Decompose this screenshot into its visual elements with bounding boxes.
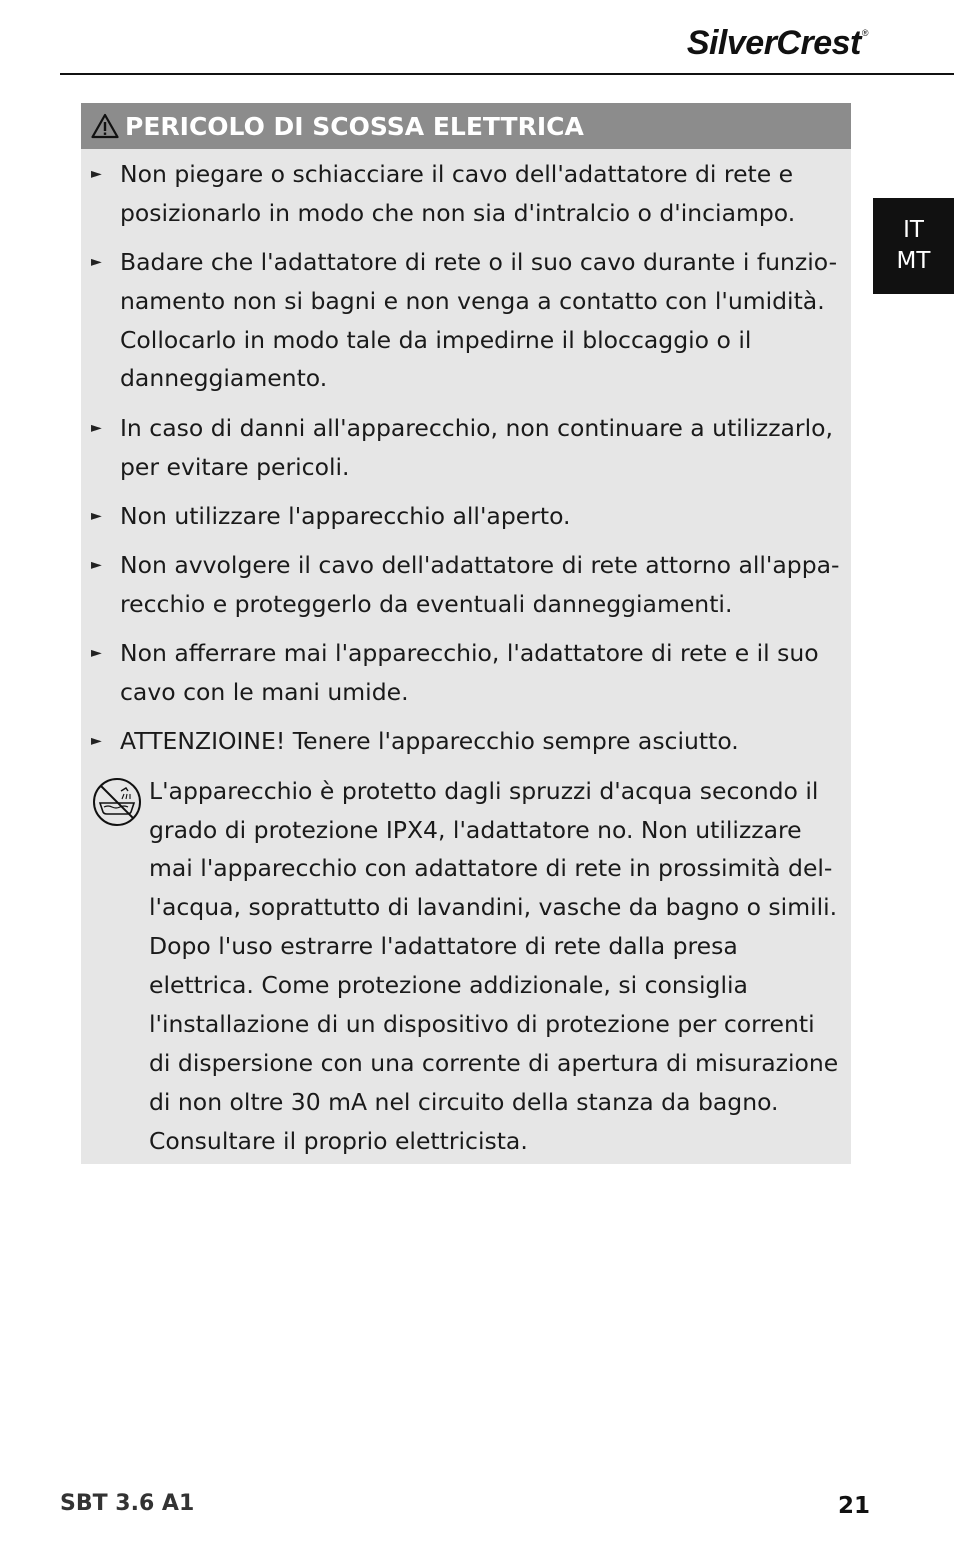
list-item	[91, 546, 841, 624]
list-item-text: In caso di danni all'apparecchio, non continuare a utilizzarlo, per evitare pericoli.	[120, 413, 833, 481]
list-item	[91, 155, 841, 233]
list-item-text: Badare che l'adattatore di rete o il suo cavo durante i funzio-namento non si bagni e non venga a contatto con l'umidità. Collocarlo in modo tale da impedirne il bloccaggio o il danneggiamento.	[120, 248, 838, 393]
brand-logo	[687, 24, 868, 63]
list-item	[91, 497, 841, 536]
list-item-text: ATTENZIOINE! Tenere l'apparecchio sempre asciutto.	[120, 727, 739, 756]
page-number: 21	[837, 1493, 870, 1519]
list-item-text: Non avvolgere il cavo dell'adattatore di rete attorno all'appa-recchio e proteggerlo da eventuali danneggiamenti.	[120, 551, 840, 618]
language-code-primary: IT	[903, 217, 924, 243]
bullet-arrow-icon: ►	[91, 645, 102, 662]
list-item-text: Non piegare o schiacciare il cavo dell'adattatore di rete e posizionarlo in modo che non sia d'intralcio o d'inciampo.	[120, 160, 796, 227]
warning-title: PERICOLO DI SCOSSA ELETTRICA	[125, 111, 584, 141]
warning-box	[81, 103, 851, 1164]
list-item-text: Non utilizzare l'apparecchio all'aperto.	[120, 501, 571, 530]
list-item	[91, 634, 841, 712]
bullet-arrow-icon: ►	[91, 557, 102, 574]
list-item	[91, 722, 841, 761]
note-text: L'apparecchio è protetto dagli spruzzi d'acqua secondo il grado di protezione IPX4, l'adattatore no. Non utilizzare mai l'apparecchio con adattatore di rete in prossimità del-l'acqua, soprattutto di lavandini, vasche da bagno o simili. Dopo l'uso estrarre l'adattatore di rete dalla presa elettrica. Come protezione addizionale, si consiglia l'installazione di un dispositivo di protezione per correnti di dispersione con una corrente di apertura di misurazione di non oltre 30 mA nel circuito della stanza da bagno. Consultare il proprio elettricista.	[149, 776, 839, 1155]
no-bathtub-icon	[91, 772, 149, 840]
warning-triangle-icon	[91, 113, 119, 139]
language-code-secondary: MT	[896, 248, 931, 274]
warning-header	[81, 103, 851, 149]
list-item	[91, 409, 841, 487]
bullet-arrow-icon: ►	[91, 166, 102, 182]
bullet-arrow-icon: ►	[91, 254, 102, 271]
model-number: SBT 3.6 A1	[60, 1491, 195, 1516]
language-tab	[873, 198, 954, 294]
warning-list	[81, 149, 851, 761]
bathtub-warning-note	[81, 772, 851, 1161]
list-item-text: Non afferrare mai l'apparecchio, l'adattatore di rete e il suo cavo con le mani umide.	[120, 639, 819, 707]
bullet-arrow-icon: ►	[91, 507, 102, 524]
header-rule	[60, 73, 954, 75]
list-item	[91, 243, 841, 398]
brand-name: SilverCrest	[686, 24, 861, 62]
registered-mark: ®	[861, 28, 868, 38]
bullet-arrow-icon: ►	[91, 419, 102, 436]
bullet-arrow-icon: ►	[91, 733, 102, 750]
